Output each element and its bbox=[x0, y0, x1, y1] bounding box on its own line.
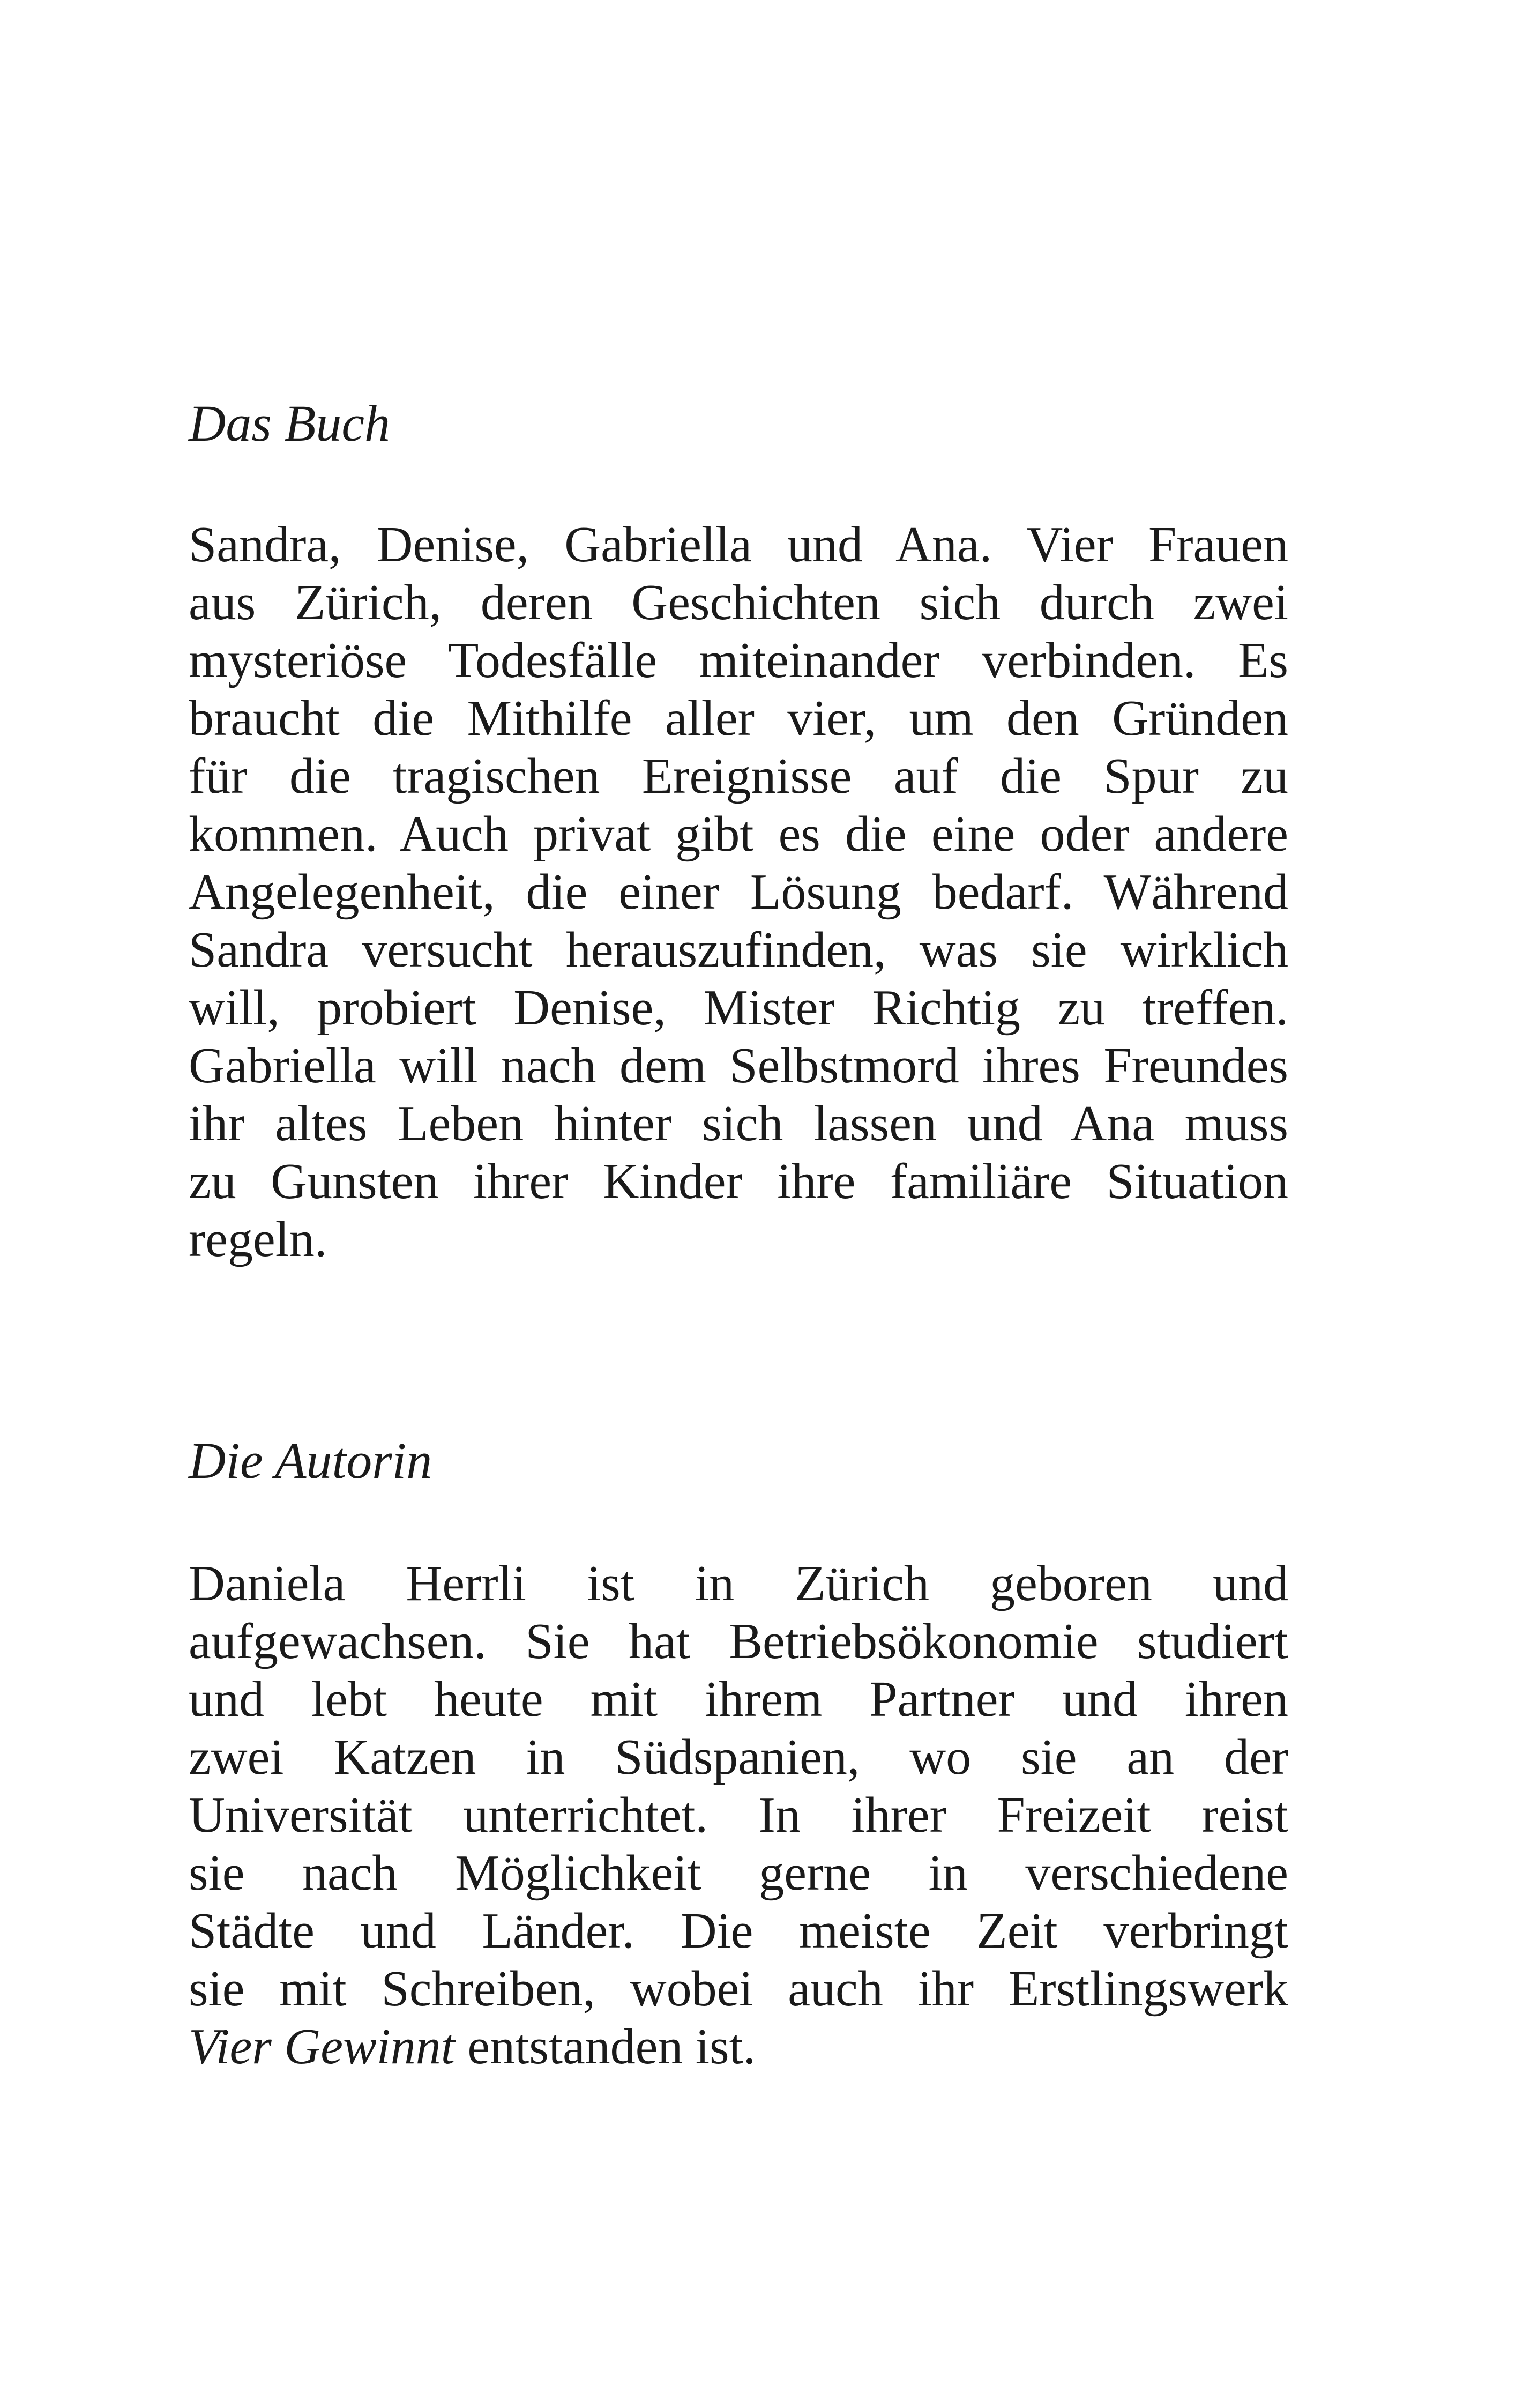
paragraph-line: Sandra versucht herauszufinden, was sie wirklich bbox=[189, 922, 1288, 978]
paragraph-line: mysteriöse Todesfälle miteinander verbinden. Es bbox=[189, 633, 1288, 688]
paragraph-line: aus Zürich, deren Geschichten sich durch zwei bbox=[189, 575, 1288, 630]
paragraph-line: aufgewachsen. Sie hat Betriebsökonomie studiert bbox=[189, 1614, 1288, 1669]
section-heading-author: Die Autorin bbox=[189, 1432, 432, 1489]
book-description-paragraph bbox=[189, 516, 1288, 1268]
paragraph-line: zu Gunsten ihrer Kinder ihre familiäre Situation bbox=[189, 1154, 1288, 1209]
paragraph-line: sie mit Schreiben, wobei auch ihr Erstlingswerk bbox=[189, 1961, 1288, 2017]
author-bio-paragraph bbox=[189, 1555, 1288, 2076]
paragraph-line: zwei Katzen in Südspanien, wo sie an der bbox=[189, 1729, 1288, 1785]
paragraph-line: für die tragischen Ereignisse auf die Spur zu bbox=[189, 748, 1288, 804]
paragraph-line: will, probiert Denise, Mister Richtig zu treffen. bbox=[189, 980, 1288, 1036]
paragraph-line: und lebt heute mit ihrem Partner und ihren bbox=[189, 1671, 1288, 1727]
paragraph-last-line bbox=[189, 2018, 1288, 2076]
paragraph-line: ihr altes Leben hinter sich lassen und Ana muss bbox=[189, 1096, 1288, 1151]
paragraph-line: regeln. bbox=[189, 1212, 327, 1267]
paragraph-line: Angelegenheit, die einer Lösung bedarf. Während bbox=[189, 864, 1288, 920]
paragraph-line-end: entstanden ist. bbox=[467, 2019, 756, 2075]
paragraph-line: Universität unterrichtet. In ihrer Freizeit reist bbox=[189, 1787, 1288, 1843]
book-title-reference: Vier Gewinnt bbox=[189, 2019, 455, 2075]
paragraph-line: Sandra, Denise, Gabriella und Ana. Vier Frauen bbox=[189, 517, 1288, 573]
paragraph-line: Städte und Länder. Die meiste Zeit verbringt bbox=[189, 1903, 1288, 1959]
paragraph-line: braucht die Mithilfe aller vier, um den Gründen bbox=[189, 690, 1288, 746]
paragraph-line: Daniela Herrli ist in Zürich geboren und bbox=[189, 1556, 1288, 1611]
section-heading-book: Das Buch bbox=[189, 395, 390, 452]
paragraph-line: Gabriella will nach dem Selbstmord ihres Freundes bbox=[189, 1038, 1288, 1094]
page bbox=[189, 0, 1288, 2408]
paragraph-line: kommen. Auch privat gibt es die eine oder andere bbox=[189, 806, 1288, 862]
paragraph-line: sie nach Möglichkeit gerne in verschiedene bbox=[189, 1845, 1288, 1901]
